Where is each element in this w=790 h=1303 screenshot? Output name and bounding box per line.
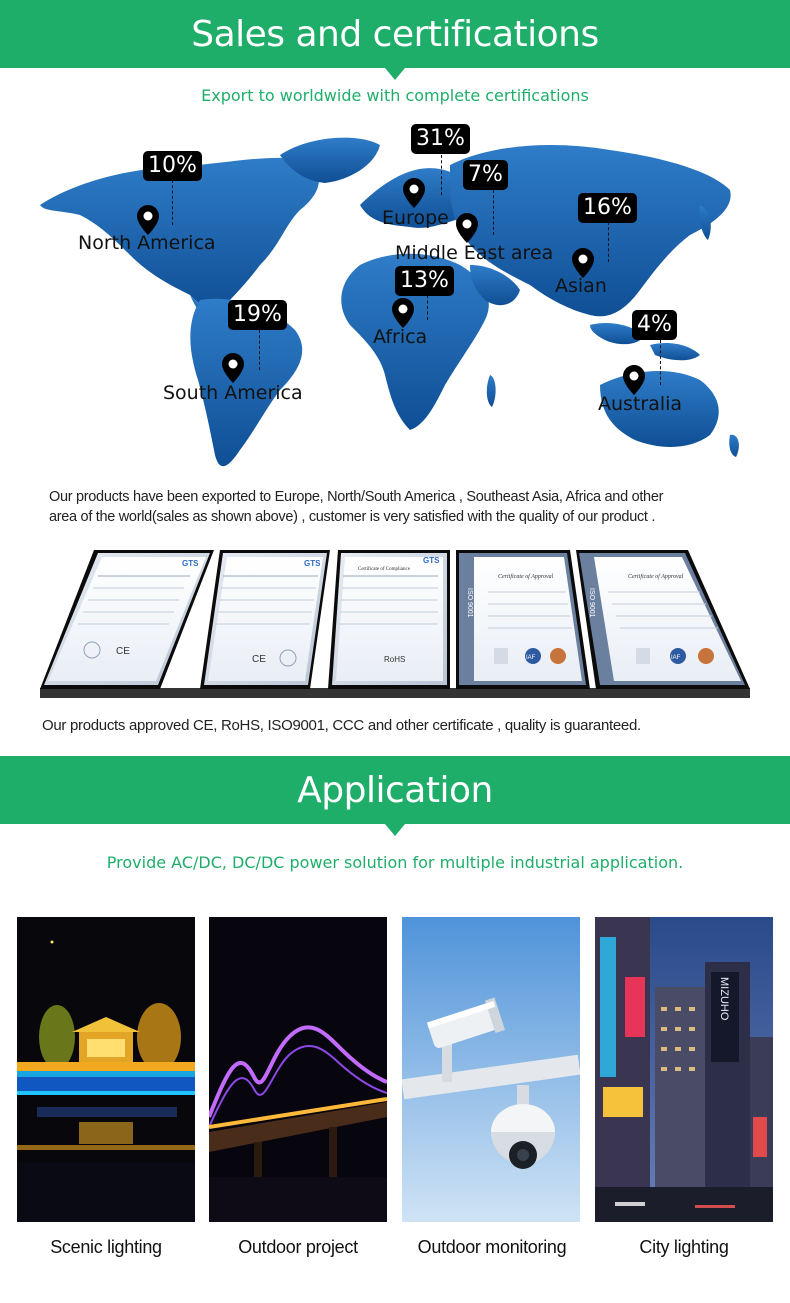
region-label: Africa — [373, 326, 428, 348]
app-label-outdoor-project: Outdoor project — [238, 1237, 358, 1257]
cert2-brand: GTS — [304, 559, 321, 568]
sales-title: Sales and certifications — [191, 13, 599, 55]
map-pin-icon — [403, 178, 425, 208]
map-pin-icon — [456, 213, 478, 243]
cert2-mark: CE — [252, 654, 266, 665]
certificate-5 — [576, 550, 750, 689]
percent-badge: 7% — [463, 160, 508, 190]
leader-line — [660, 340, 661, 385]
app-image-scenic-lighting — [17, 917, 195, 1222]
region-label: Australia — [598, 393, 683, 415]
cert1-brand: GTS — [182, 559, 199, 568]
region-label: Middle East area — [395, 242, 554, 264]
leader-line — [259, 330, 260, 370]
app-image-outdoor-project — [209, 917, 387, 1222]
export-paragraph-line2: area of the world(sales as shown above) , customer is very satisfied with the quality of our product . — [49, 509, 656, 525]
percent-badge: 4% — [632, 310, 677, 340]
map-pin-icon — [137, 205, 159, 235]
region-label: South America — [163, 382, 303, 404]
cert4-side: ISO 9001 — [466, 588, 473, 618]
certificates-graphic — [38, 548, 752, 700]
percent-badge: 19% — [228, 300, 287, 330]
cert3-brand: GTS — [423, 556, 440, 565]
application-banner — [0, 756, 790, 824]
certificate-2 — [200, 550, 330, 689]
percent-badge: 16% — [578, 193, 637, 223]
cert3-mark: RoHS — [384, 655, 406, 664]
app-label-city-lighting: City lighting — [639, 1237, 729, 1257]
leader-line — [427, 295, 428, 320]
app-image-city-lighting — [595, 917, 773, 1222]
banner-notch — [385, 824, 405, 836]
export-paragraph-line1: Our products have been exported to Europe, North/South America , Southeast Asia, Africa and other — [49, 489, 664, 505]
percent-badge: 13% — [395, 266, 454, 296]
cert5-badge: IAF — [671, 655, 681, 661]
region-label: North America — [78, 232, 216, 254]
cert5-side: ISO 9001 — [588, 588, 595, 618]
percent-badge: 10% — [143, 151, 202, 181]
map-pin-icon — [222, 353, 244, 383]
banner-notch — [385, 68, 405, 80]
sales-banner — [0, 0, 790, 68]
cert3-heading: Certificate of Compliance — [358, 567, 410, 572]
map-pin-icon — [572, 248, 594, 278]
region-label: Europe — [382, 207, 449, 229]
cert4-badge: IAF — [526, 655, 536, 661]
app-image-outdoor-monitoring — [402, 917, 580, 1222]
certificates-row — [38, 548, 752, 698]
app-label-scenic-lighting: Scenic lighting — [50, 1237, 162, 1257]
leader-line — [493, 190, 494, 235]
cert1-mark: CE — [116, 646, 130, 657]
map-pin-icon — [623, 365, 645, 395]
leader-line — [441, 155, 442, 195]
city-sign-text: MIZUHO — [718, 977, 730, 1021]
region-label: Asian — [555, 275, 607, 297]
certificate-4 — [456, 550, 590, 689]
world-map — [30, 115, 760, 485]
app-label-outdoor-monitoring: Outdoor monitoring — [417, 1237, 567, 1257]
application-subtitle: Provide AC/DC, DC/DC power solution for multiple industrial application. — [106, 853, 684, 872]
export-paragraph — [49, 487, 749, 527]
cert5-heading: Certificate of Approval — [628, 574, 684, 580]
map-pin-icon — [392, 298, 414, 328]
cert4-heading: Certificate of Approval — [498, 574, 554, 580]
cert-caption: Our products approved CE, RoHS, ISO9001, CCC and other certificate , quality is guaranteed. — [42, 717, 641, 734]
leader-line — [608, 222, 609, 262]
certificate-1 — [40, 550, 214, 689]
leader-line — [172, 180, 173, 225]
application-title: Application — [297, 769, 493, 811]
percent-badge: 31% — [411, 124, 470, 154]
sales-subtitle: Export to worldwide with complete certifications — [201, 86, 589, 105]
